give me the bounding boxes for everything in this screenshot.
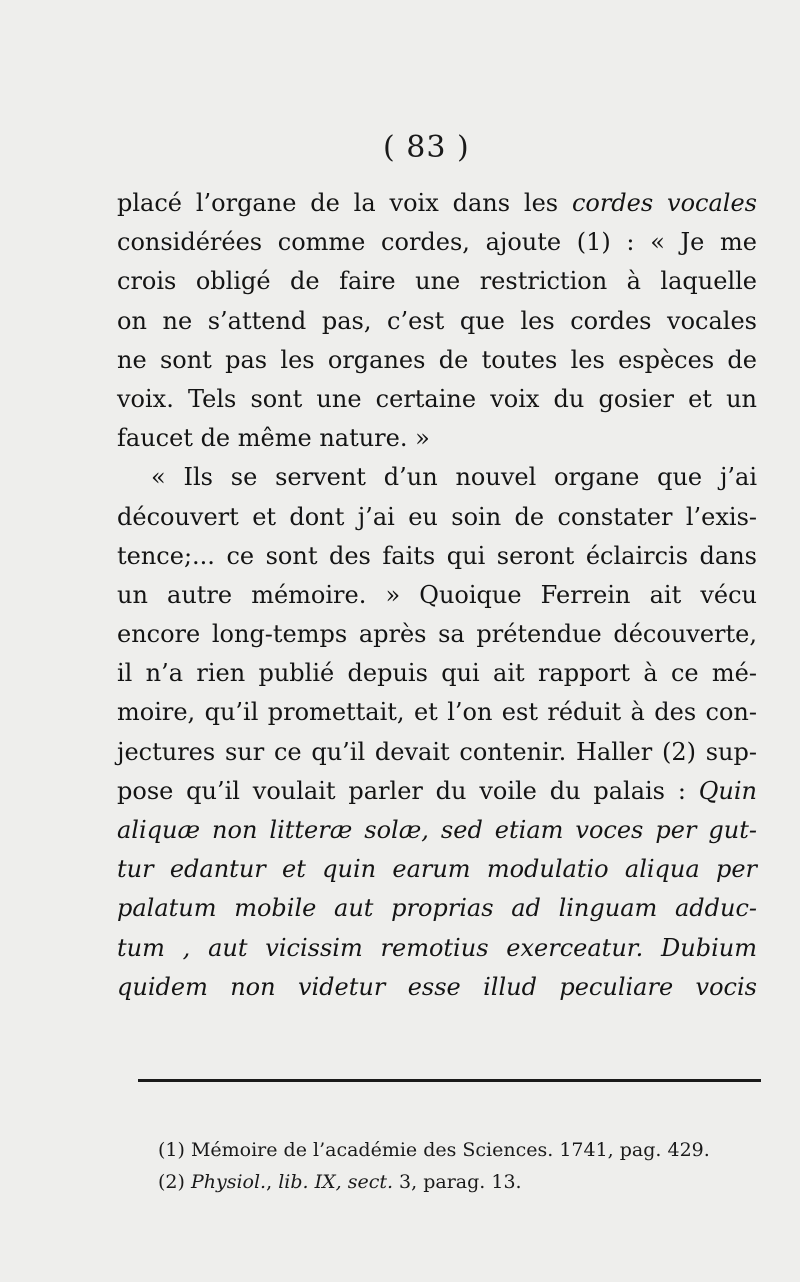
- footnote-divider: [138, 1079, 761, 1082]
- text-line-3: [117, 262, 757, 301]
- italic-segment: aliquæ non litteræ solæ, sed etiam voces per gut-: [117, 816, 757, 844]
- text-segment: voix. Tels sont une certaine voix du gosier et un: [117, 384, 757, 413]
- page-number: ( 83 ): [383, 130, 470, 165]
- text-line-10: [117, 537, 757, 576]
- text-segment: faucet de même nature. »: [117, 424, 430, 453]
- text-line-4: [117, 302, 757, 341]
- body-text: [117, 184, 757, 1007]
- footnote-text: ,: [266, 1171, 279, 1193]
- text-segment: tence;... ce sont des faits qui seront éclaircis dans: [117, 541, 757, 570]
- text-line-14: [117, 693, 757, 732]
- text-segment: un autre mémoire. » Quoique Ferrein ait vécu: [117, 580, 757, 609]
- text-segment: crois obligé de faire une restriction à laquelle: [117, 267, 757, 296]
- italic-segment: Quin: [698, 776, 757, 805]
- text-line-11: [117, 576, 757, 615]
- text-line-13: [117, 654, 757, 693]
- text-line-8: [117, 458, 757, 497]
- italic-segment: tur edantur et quin earum modulatio aliqua per: [117, 855, 757, 884]
- text-segment: ne sont pas les organes de toutes les espèces de: [117, 345, 757, 374]
- footnotes: [158, 1134, 763, 1198]
- footnote-italic: lib. IX, sect.: [278, 1171, 394, 1193]
- text-segment: découvert et dont j’ai eu soin de constater l’exis-: [117, 502, 757, 531]
- text-line-1: [117, 184, 757, 223]
- text-line-17: [117, 811, 757, 850]
- text-segment: pose qu’il voulait parler du voile du palais :: [117, 776, 699, 805]
- text-segment: placé l’organe de la voix dans les: [117, 189, 572, 217]
- text-segment: il n’a rien publié depuis qui ait rapport à ce mé-: [117, 659, 757, 688]
- text-line-19: [117, 889, 757, 928]
- text-line-16: [117, 772, 757, 811]
- footnote-text: 3, parag. 13.: [393, 1171, 522, 1193]
- italic-segment: quidem non videtur esse illud peculiare vocis: [117, 972, 757, 1001]
- text-line-21: [117, 968, 757, 1007]
- footnote-1: [158, 1134, 763, 1166]
- text-line-20: [117, 929, 757, 968]
- footnote-2: [158, 1166, 763, 1198]
- text-segment: jectures sur ce qu’il devait contenir. Haller (2) sup-: [117, 737, 757, 766]
- italic-segment: palatum mobile aut proprias ad linguam adduc-: [117, 894, 757, 923]
- text-line-18: [117, 850, 757, 889]
- text-segment: considérées comme cordes, ajoute (1) : « Je me: [117, 228, 757, 257]
- footnote-italic: Physiol.: [190, 1171, 267, 1193]
- text-segment: « Ils se servent d’un nouvel organe que j’ai: [151, 463, 757, 492]
- italic-segment: tum , aut vicissim remotius exerceatur. Dubium: [117, 933, 757, 962]
- footnote-text: (2): [158, 1171, 191, 1193]
- footnote-text: (1) Mémoire de l’académie des Sciences. 1741, pag. 429.: [158, 1139, 710, 1161]
- text-line-15: [117, 733, 757, 772]
- text-segment: encore long-temps après sa prétendue découverte,: [117, 620, 757, 649]
- text-line-6: [117, 380, 757, 419]
- text-segment: moire, qu’il promettait, et l’on est réduit à des con-: [117, 698, 757, 727]
- text-line-12: [117, 615, 757, 654]
- text-line-5: [117, 341, 757, 380]
- text-line-7: [117, 419, 757, 458]
- text-line-2: [117, 223, 757, 262]
- italic-segment: cordes vocales: [571, 189, 757, 217]
- text-segment: on ne s’attend pas, c’est que les cordes vocales: [117, 306, 757, 335]
- text-line-9: [117, 498, 757, 537]
